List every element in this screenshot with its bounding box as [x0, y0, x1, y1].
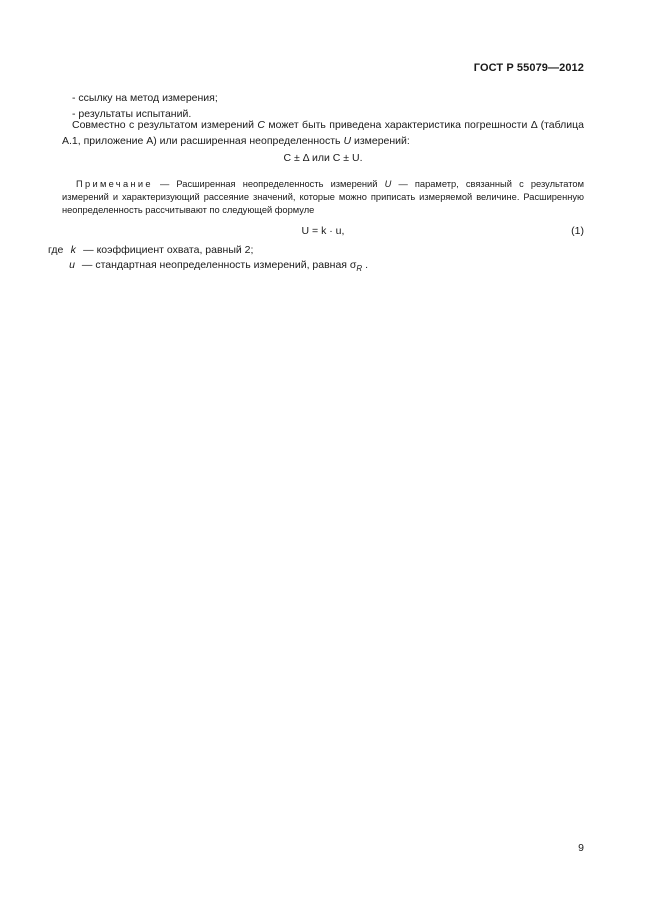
list-item: - ссылку на метод измерения;	[72, 92, 218, 104]
variable-definitions	[48, 243, 368, 276]
variable-u: U	[384, 179, 392, 189]
symbol-u: u	[69, 259, 75, 271]
list-item: - результаты испытаний.	[72, 108, 192, 120]
page-number: 9	[578, 842, 584, 854]
subscript-r: R	[356, 264, 363, 274]
definition-row	[48, 258, 368, 276]
symbol-k: k	[70, 244, 76, 256]
variable-u: U	[343, 135, 352, 147]
note-text: — Расширенная неопределенность измерений	[152, 179, 385, 189]
note-text: — параметр, связанный с результатом измерений и характеризующий рассеяние значений, которые можно приписать измеряемой величине. Расширенную неопределенность рассчитывают по следующей формуле	[62, 179, 584, 215]
definition-end: .	[362, 259, 369, 271]
definition-row	[48, 243, 368, 258]
paragraph-text: может быть приведена характеристика погрешности Δ (таблица А.1, приложение А) или расширенная неопределенность	[62, 119, 584, 147]
body-paragraph	[62, 117, 584, 149]
paragraph-text: измерений:	[351, 135, 410, 147]
paragraph-text: Совместно с результатом измерений	[72, 119, 258, 131]
formula-result: C ± Δ или C ± U.	[283, 152, 363, 164]
standard-header: ГОСТ Р 55079—2012	[473, 62, 584, 74]
formula-number: (1)	[571, 225, 584, 237]
formula-equation: U = k · u,	[301, 225, 345, 237]
note-block	[62, 178, 584, 217]
definition-text: — коэффициент охвата, равный 2;	[83, 244, 254, 256]
variable-c: C	[257, 119, 265, 131]
definition-text: — стандартная неопределенность измерений, равная σ	[81, 259, 357, 271]
note-label: Примечание	[76, 179, 153, 189]
where-prefix: где	[48, 244, 64, 256]
